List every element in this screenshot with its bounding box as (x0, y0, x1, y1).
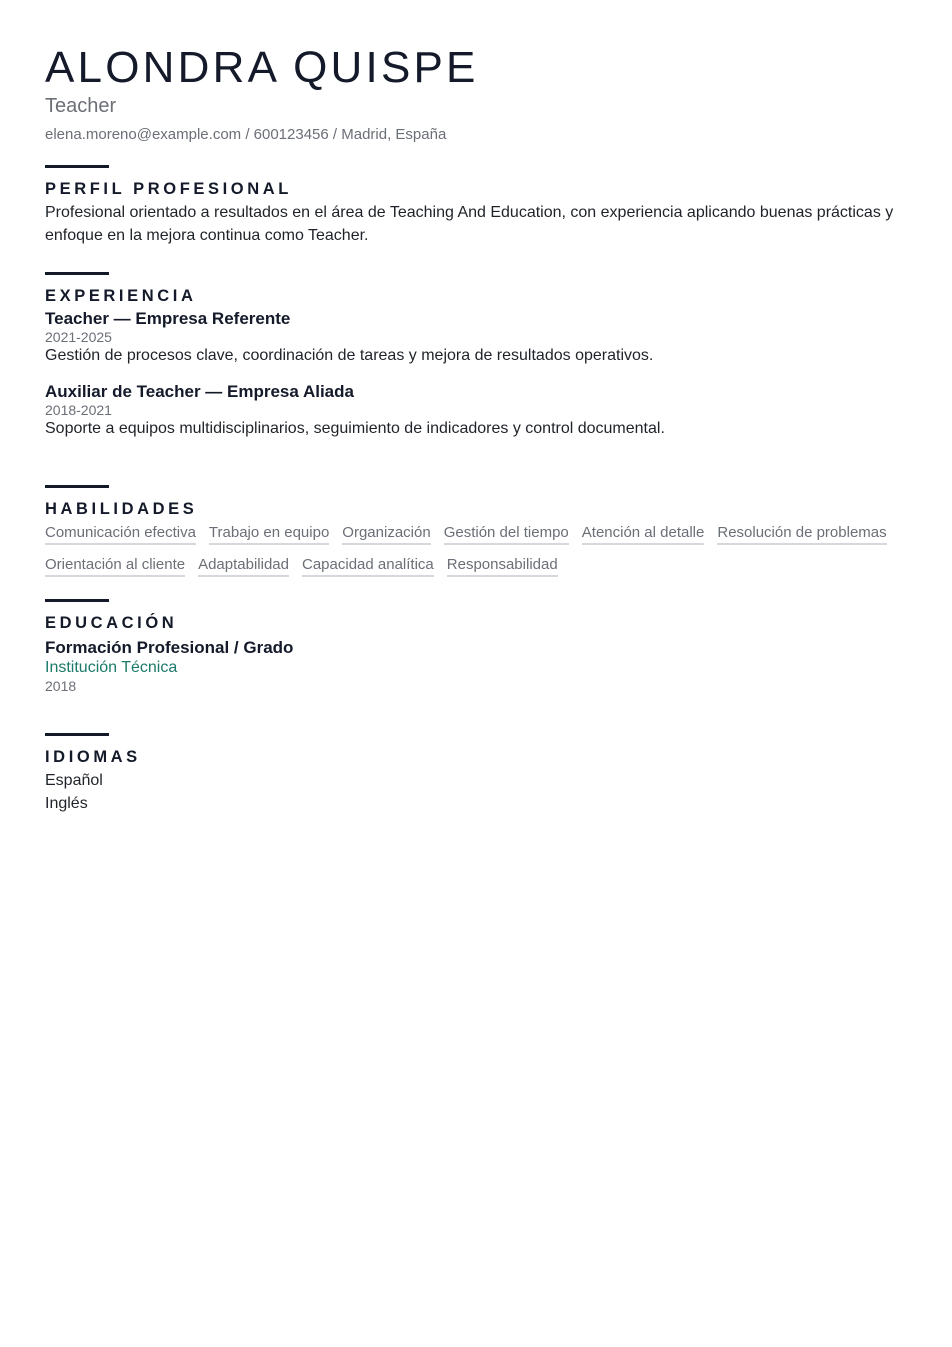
skill-tag: Gestión del tiempo (444, 523, 569, 545)
skills-list (45, 523, 907, 577)
education-section (45, 599, 907, 696)
section-divider (45, 599, 109, 602)
skill-tag: Trabajo en equipo (209, 523, 329, 545)
education-year: 2018 (45, 678, 77, 694)
skills-section (45, 485, 907, 577)
skill-tag: Orientación al cliente (45, 555, 185, 577)
experience-description: Soporte a equipos multidisciplinarios, seguimiento de indicadores y control documental. (45, 420, 665, 437)
section-divider (45, 733, 109, 736)
experience-section (45, 272, 907, 440)
language-item: Inglés (45, 795, 88, 812)
skill-tag: Resolución de problemas (717, 523, 886, 545)
skill-tag: Adaptabilidad (198, 555, 289, 577)
skill-tag: Responsabilidad (447, 555, 558, 577)
skill-tag: Comunicación efectiva (45, 523, 196, 545)
experience-item (45, 309, 907, 367)
profile-section (45, 165, 907, 247)
skill-tag: Atención al detalle (582, 523, 705, 545)
section-title-languages: IDIOMAS (45, 748, 141, 766)
language-item: Español (45, 772, 103, 789)
section-divider (45, 485, 109, 488)
experience-dates: 2021-2025 (45, 329, 112, 345)
section-divider (45, 272, 109, 275)
section-title-skills: HABILIDADES (45, 500, 198, 518)
skill-tag: Organización (342, 523, 430, 545)
candidate-role: Teacher (45, 95, 117, 117)
experience-item (45, 382, 907, 440)
section-title-education: EDUCACIÓN (45, 614, 178, 632)
languages-section (45, 733, 907, 815)
experience-heading: Auxiliar de Teacher — Empresa Aliada (45, 382, 354, 401)
profile-text: Profesional orientado a resultados en el área de Teaching And Education, con experiencia aplicando buenas prácticas y enfoque en la mejora continua como Teacher. (45, 204, 894, 244)
section-title-experience: EXPERIENCIA (45, 287, 197, 305)
experience-description: Gestión de procesos clave, coordinación de tareas y mejora de resultados operativos. (45, 347, 654, 364)
experience-heading: Teacher — Empresa Referente (45, 309, 291, 328)
candidate-name: ALONDRA QUISPE (45, 43, 479, 92)
contact-line: elena.moreno@example.com / 600123456 / Madrid, España (45, 126, 447, 143)
education-degree: Formación Profesional / Grado (45, 638, 294, 657)
education-institution: Institución Técnica (45, 659, 178, 676)
experience-dates: 2018-2021 (45, 402, 112, 418)
section-divider (45, 165, 109, 168)
section-title-profile: PERFIL PROFESIONAL (45, 180, 292, 198)
skill-tag: Capacidad analítica (302, 555, 434, 577)
